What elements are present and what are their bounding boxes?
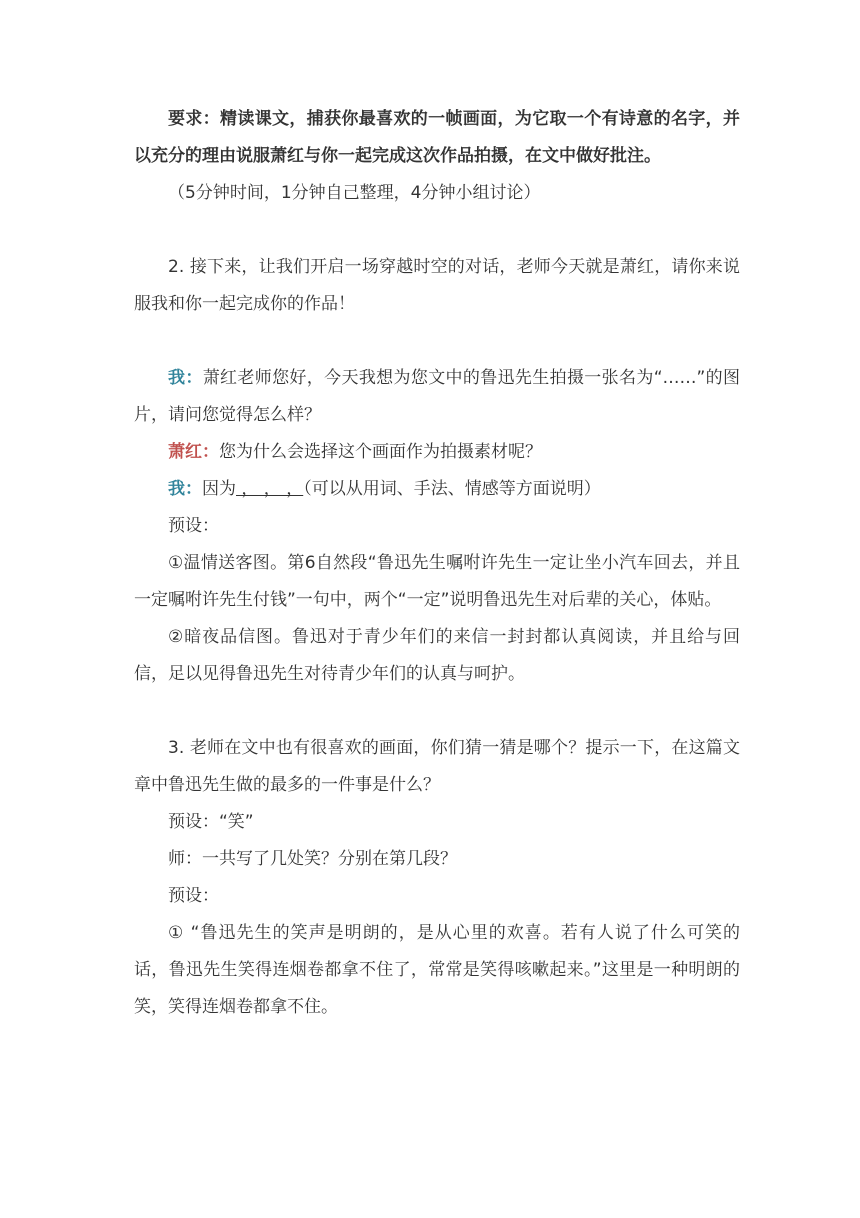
speaker-xiaohong-label: 萧红： (168, 442, 219, 462)
xiaohong-line-text: 您为什么会选择这个画面作为拍摄素材呢？ (219, 442, 542, 462)
me-line-2-prefix: 因为 (202, 479, 236, 499)
me-line-2-blank: ， ， ， (236, 479, 304, 499)
preset-label: 预设： (168, 516, 219, 536)
teacher-question: 师：一共写了几处笑？分别在第几段？ (168, 849, 457, 869)
section-3-preset-label: 预设： (168, 886, 219, 906)
section-3-preset-1: ① “鲁迅先生的笑声是明朗的，是从心里的欢喜。若有人说了什么可笑的话，鲁迅先生笑得连烟卷都拿不住了，常常是笑得咳嗽起来。”这里是一种明朗的笑，笑得连烟卷都拿不住。 (134, 923, 740, 1017)
requirement-paragraph: 要求：精读课文，捕获你最喜欢的一帧画面，为它取一个有诗意的名字，并以充分的理由说服萧红与你一起完成这次作品拍摄，在文中做好批注。 (134, 109, 740, 166)
dialogue-me-line-1 (134, 360, 740, 434)
me-line-1-text: 萧红老师您好，今天我想为您文中的鲁迅先生拍摄一张名为“……”的图片，请问您觉得怎么样？ (134, 368, 740, 425)
time-note: （5分钟时间，1分钟自己整理，4分钟小组讨论） (168, 183, 541, 203)
preset-1-paragraph: ①温情送客图。第6自然段“鲁迅先生嘱咐许先生一定让坐小汽车回去，并且一定嘱咐许先生付钱”一句中，两个“一定”说明鲁迅先生对后辈的关心，体贴。 (134, 553, 740, 610)
speaker-me-label-2: 我： (168, 479, 202, 499)
speaker-me-label: 我： (168, 368, 203, 388)
me-line-2-suffix: （可以从用词、手法、情感等方面说明） (303, 479, 601, 499)
section-3-paragraph: 3. 老师在文中也有很喜欢的画面，你们猜一猜是哪个？提示一下，在这篇文章中鲁迅先生做的最多的一件事是什么？ (134, 738, 740, 795)
dialogue-xiaohong-line (134, 434, 740, 471)
dialogue-me-line-2 (134, 471, 740, 508)
preset-2-paragraph: ②暗夜品信图。鲁迅对于青少年们的来信一封封都认真阅读，并且给与回信，足以见得鲁迅先生对待青少年们的认真与呵护。 (134, 627, 740, 684)
section-2-paragraph: 2. 接下来，让我们开启一场穿越时空的对话，老师今天就是萧红，请你来说服我和你一起完成你的作品！ (134, 257, 740, 314)
preset-smile: 预设：“笑” (168, 812, 254, 832)
